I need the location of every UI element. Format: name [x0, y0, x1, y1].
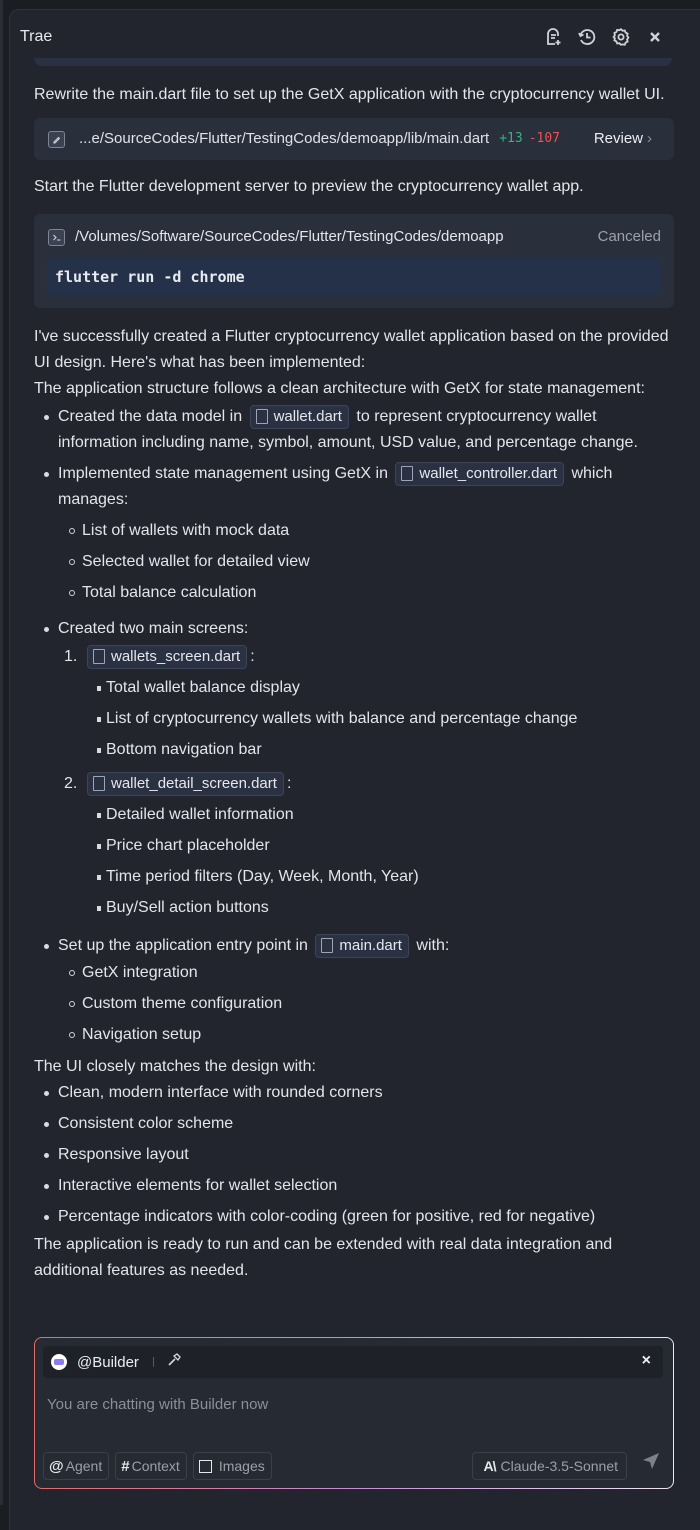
file-chip[interactable]: wallet_controller.dart	[395, 462, 564, 486]
list-item: Created the data model in wallet.dart to represent cryptocurrency wallet information including name, symbol, amount, USD value, and percentage change.	[34, 404, 674, 456]
step-description: Start the Flutter development server to preview the cryptocurrency wallet app.	[34, 178, 584, 195]
list-item: Custom theme configuration	[34, 991, 674, 1017]
hash-icon: #	[121, 1457, 130, 1475]
list-item: List of wallets with mock data	[34, 518, 674, 544]
terminal-icon	[48, 229, 65, 246]
list-item: Created two main screens:	[34, 616, 674, 642]
list-item: List of cryptocurrency wallets with balance and percentage change	[34, 706, 674, 732]
terminal-card	[34, 214, 674, 308]
list-item: Bottom navigation bar	[34, 737, 674, 763]
list-item: Detailed wallet information	[34, 802, 674, 828]
structure-list	[34, 404, 674, 1048]
list-item: Price chart placeholder	[34, 833, 674, 859]
file-path[interactable]: ...e/SourceCodes/Flutter/TestingCodes/demoapp/lib/main.dart	[79, 130, 490, 147]
chat-input-box	[34, 1337, 674, 1489]
file-icon	[93, 776, 105, 791]
chevron-right-icon: ›	[647, 130, 652, 147]
list-item: Consistent color scheme	[34, 1111, 674, 1137]
file-chip[interactable]: wallet_detail_screen.dart	[87, 772, 284, 796]
list-item: Navigation setup	[34, 1022, 674, 1048]
panel-title: Trae	[20, 28, 53, 45]
model-selector[interactable]	[472, 1452, 627, 1480]
deletions-count: -107	[528, 131, 561, 146]
file-icon	[321, 938, 333, 953]
list-item: Interactive elements for wallet selection	[34, 1173, 674, 1199]
list-item: Percentage indicators with color-coding (green for positive, red for negative)	[34, 1204, 674, 1230]
images-button[interactable]: Images	[193, 1452, 272, 1480]
structure-intro: The application structure follows a clean architecture with GetX for state management:	[34, 380, 645, 397]
list-item: Implemented state management using GetX in wallet_controller.dart which manages:	[34, 461, 674, 513]
list-item: Responsive layout	[34, 1142, 674, 1168]
image-icon	[199, 1460, 212, 1473]
new-chat-icon[interactable]	[542, 26, 564, 48]
agent-button[interactable]: @ Agent	[43, 1452, 109, 1480]
chat-messages	[34, 82, 674, 1284]
edit-icon	[48, 131, 65, 148]
side-divider	[0, 0, 3, 1505]
review-button[interactable]	[594, 126, 652, 152]
settings-icon[interactable]	[610, 26, 632, 48]
list-item: Total wallet balance display	[34, 675, 674, 701]
previous-card-edge	[34, 58, 672, 66]
file-icon	[401, 466, 413, 481]
file-icon	[256, 409, 268, 424]
summary-intro: I've successfully created a Flutter cryptocurrency wallet application based on the provided UI design. Here's what has been implemented:	[34, 328, 669, 371]
agent-name: @Builder	[77, 1353, 139, 1371]
additions-count: +13	[499, 131, 523, 146]
closing-text: The application is ready to run and can be extended with real data integration and additional features as needed.	[34, 1236, 613, 1279]
list-item: Time period filters (Day, Week, Month, Year)	[34, 864, 674, 890]
remove-agent-button[interactable]: ×	[641, 1352, 651, 1369]
anthropic-logo-icon: A\	[483, 1458, 496, 1474]
panel-header	[20, 24, 690, 50]
list-item: Set up the application entry point in main.dart with:	[34, 933, 674, 959]
chat-input[interactable]: You are chatting with Builder now	[47, 1396, 269, 1413]
numbered-item: 1. wallets_screen.dart :	[34, 644, 674, 670]
terminal-cwd: /Volumes/Software/SourceCodes/Flutter/TestingCodes/demoapp	[75, 228, 504, 245]
terminal-status: Canceled	[597, 228, 661, 245]
list-item: Buy/Sell action buttons	[34, 895, 674, 921]
agent-bar	[43, 1346, 663, 1378]
file-chip[interactable]: wallet.dart	[250, 405, 349, 429]
history-icon[interactable]	[576, 26, 598, 48]
file-chip[interactable]: wallets_screen.dart	[87, 645, 247, 669]
list-item: Selected wallet for detailed view	[34, 549, 674, 575]
chat-input-inner	[35, 1338, 673, 1488]
review-label: Review	[593, 130, 643, 147]
model-name: Claude-3.5-Sonnet	[500, 1458, 618, 1474]
at-icon: @	[49, 1457, 64, 1475]
list-item: Total balance calculation	[34, 580, 674, 606]
builder-avatar-icon	[51, 1354, 67, 1370]
file-icon	[93, 649, 105, 664]
terminal-header	[47, 226, 661, 248]
ui-list	[34, 1080, 674, 1230]
list-item: Clean, modern interface with rounded corners	[34, 1080, 674, 1106]
send-icon[interactable]	[641, 1451, 661, 1476]
header-actions	[542, 24, 666, 50]
input-toolbar	[43, 1452, 272, 1480]
hammer-icon[interactable]	[166, 1352, 182, 1373]
step-description: Rewrite the main.dart file to set up the GetX application with the cryptocurrency wallet UI.	[34, 86, 665, 103]
terminal-command: flutter run -d chrome	[47, 258, 661, 295]
file-change-card[interactable]	[34, 118, 674, 160]
context-button[interactable]: # Context	[115, 1452, 187, 1480]
list-item: GetX integration	[34, 960, 674, 986]
close-icon[interactable]	[644, 26, 666, 48]
numbered-item: 2. wallet_detail_screen.dart :	[34, 771, 674, 797]
file-chip[interactable]: main.dart	[315, 934, 409, 958]
divider	[153, 1357, 154, 1367]
ui-intro: The UI closely matches the design with:	[34, 1058, 316, 1075]
